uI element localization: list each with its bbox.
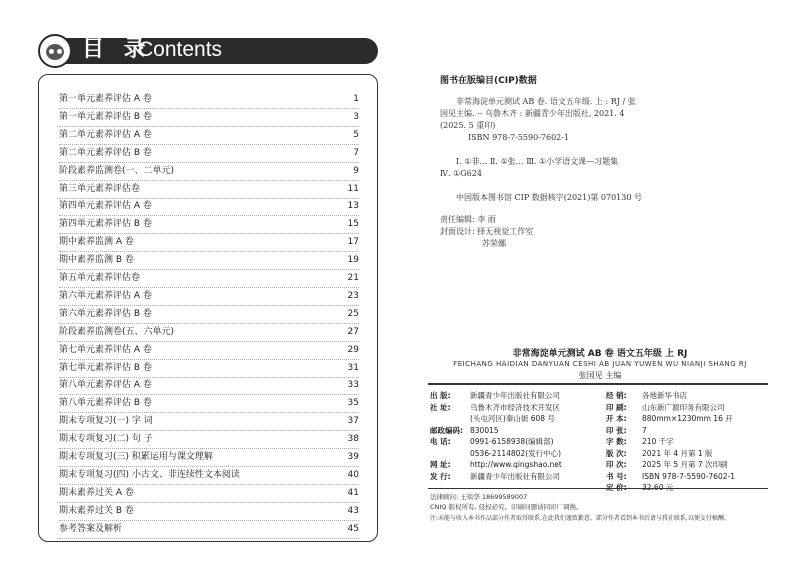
toc-page: 39 (347, 452, 359, 462)
info-value: 830015 (470, 425, 499, 435)
toc-row (59, 395, 359, 413)
info-label: 印 张: (606, 425, 627, 435)
toc-row (59, 252, 359, 270)
toc-page: 31 (347, 362, 359, 373)
toc-title: 期末素养过关 A 卷 (59, 487, 134, 498)
info-label: 经 销: (606, 391, 627, 400)
toc-title: 期末专项复习(二) 句 子 (59, 434, 153, 445)
toc-row (59, 181, 359, 199)
info-value: 7 (642, 425, 647, 435)
cip-line: Ⅳ. ①G624 (440, 169, 482, 178)
toc-row (59, 431, 359, 449)
toc-row (59, 234, 359, 252)
toc-page: 43 (347, 505, 359, 516)
toc-title: 第一单元素养评估 A 卷 (59, 94, 152, 104)
toc-row (59, 377, 359, 395)
copyright-notice: CNIQ 版权所有, 侵权必究。印刷问题请同印厂调换。 (430, 503, 583, 511)
info-value: 新疆青少年出版社有限公司 (470, 391, 560, 400)
toc-title: 第六单元素养评估 A 卷 (59, 290, 152, 301)
toc-title: 第四单元素养评估 A 卷 (59, 201, 152, 212)
toc-title: 第六单元素养评估 B 卷 (59, 308, 152, 319)
toc-page: 37 (347, 416, 359, 427)
design-credit (440, 226, 533, 237)
divider-top (428, 383, 768, 385)
info-label: 印 刷: (606, 402, 627, 412)
info-value: http://www.qingshao.net (470, 460, 562, 469)
info-value: (头屯河区)秦山街 608 号 (470, 414, 555, 423)
toc-page: 17 (347, 237, 359, 248)
toc-title: 期末专项复习(三) 积累运用与课文理解 (59, 452, 213, 462)
info-label: 网 址: (430, 460, 451, 469)
toc-title: 第七单元素养评估 B 卷 (59, 362, 152, 373)
info-label: 字 数: (606, 437, 627, 446)
toc-title: 第八单元素养评估 B 卷 (59, 398, 152, 409)
info-value: 210 千字 (642, 437, 674, 446)
info-label: 发 行: (430, 471, 451, 481)
info-value: 山东新广源印务有限公司 (642, 402, 725, 412)
toc-row (59, 145, 359, 163)
header-title: 目 录 (82, 37, 152, 62)
cip-line: Ⅰ. ①非… Ⅱ. ①张… Ⅲ. ①小学语文课—习题集 (456, 157, 619, 166)
toc-page: 15 (347, 219, 359, 230)
toc-row (59, 91, 359, 109)
toc-page: 45 (347, 523, 359, 534)
info-label: 书 号: (606, 471, 627, 481)
toc-row (59, 109, 359, 127)
toc-title: 期末专项复习(四) 小古文、非连续性文本阅读 (59, 469, 240, 480)
contents-header (38, 34, 378, 66)
toc-title: 第四单元素养评估 B 卷 (59, 219, 152, 230)
info-label: 开 本: (606, 414, 627, 423)
toc-title: 阶段素养监测卷(五、六单元) (59, 326, 175, 337)
info-label: 电 话: (430, 437, 451, 446)
toc-title: 期末专项复习(一) 字 词 (59, 416, 153, 427)
toc-page: 9 (353, 165, 359, 176)
cip-title: 图书在版编目(CIP)数据 (440, 76, 537, 86)
toc-title: 第七单元素养评估 A 卷 (59, 344, 152, 355)
book-title: 非常海淀单元测试 AB 卷 语文五年级 上 RJ (512, 349, 688, 359)
info-value: 0991-6158938(编辑部) (470, 437, 554, 446)
toc-page: 11 (347, 183, 359, 194)
toc-row (59, 503, 359, 521)
design-label: 封面设计: (440, 227, 475, 236)
info-value: 0536-2114802(发行中心) (470, 448, 562, 458)
toc-title: 第一单元素养评估 B 卷 (59, 111, 152, 122)
toc-page: 21 (347, 273, 359, 283)
info-value: 2025 年 5 月第 7 次印刷 (642, 460, 728, 469)
toc-page: 23 (347, 290, 359, 301)
toc-row (59, 163, 359, 181)
toc-page: 35 (347, 398, 359, 409)
toc-row (59, 216, 359, 234)
book-pinyin: FEICHANG HAIDIAN DANYUAN CESHI AB JUAN YUWEN WU NIANJI SHANG RJ (453, 360, 747, 368)
legal-counsel: 法律顾问: 王琰华 18699589007 (430, 493, 528, 501)
toc-title: 期中素养监测 A 卷 (59, 237, 134, 248)
toc-page: 40 (347, 469, 359, 480)
cip-line: ISBN 978-7-5590-7602-1 (468, 133, 570, 142)
toc-title: 阶段素养监测卷(一、二单元) (59, 165, 175, 176)
author-notice: 注:未能与收入本书作品部分作者取得联系,在此我们谨致歉意。部分作者看到本书后请与我社联系,以便支付稿酬。 (430, 515, 730, 522)
cip-line: 国见主编. -- 乌鲁木齐 : 新疆青少年出版社, 2021. 4 (440, 109, 625, 118)
toc-row (59, 270, 359, 288)
info-value: ISBN 978-7-5590-7602-1 (642, 471, 735, 481)
design-name: 择无视觉工作室 (477, 227, 534, 236)
toc-title: 第二单元素养评估 B 卷 (59, 147, 152, 158)
editor-credit (440, 214, 496, 225)
toc-page: 5 (353, 129, 359, 140)
toc-row (59, 198, 359, 216)
cip-line: 中国版本图书馆 CIP 数据核字(2021)第 070130 号 (456, 193, 642, 202)
toc-row (59, 342, 359, 360)
info-label: 社 址: (430, 402, 451, 412)
toc-page: 7 (353, 147, 359, 158)
mascot-icon (38, 34, 72, 68)
toc-title: 第二单元素养评估 A 卷 (59, 129, 152, 140)
toc-page: 27 (347, 326, 359, 337)
toc-page: 3 (353, 111, 359, 122)
toc-title: 第八单元素养评估 A 卷 (59, 380, 152, 391)
toc-page: 19 (347, 255, 359, 266)
toc-title: 期中素养监测 B 卷 (59, 255, 134, 266)
toc-title: 第三单元素养评估卷 (59, 183, 141, 194)
toc-row (59, 324, 359, 342)
book-author: 张国见 主编 (578, 371, 622, 380)
toc-row (59, 127, 359, 145)
info-label: 版 次: (606, 448, 627, 458)
info-value: 2021 年 4 月第 1 版 (642, 448, 713, 458)
toc-row (59, 485, 359, 503)
info-value: 新疆青少年出版社有限公司 (470, 471, 560, 481)
info-value: 各地新华书店 (642, 391, 687, 400)
editor-label: 责任编辑: (440, 215, 475, 224)
toc-title: 期末素养过关 B 卷 (59, 505, 134, 516)
toc-page: 1 (353, 94, 359, 104)
toc-title: 参考答案及解析 (59, 523, 123, 534)
toc-box (38, 74, 378, 542)
info-value: 880mm×1230mm 16 开 (642, 414, 733, 423)
editor-name: 李 雨 (477, 215, 496, 224)
cip-line: 非常海淀单元测试 AB 卷. 语文五年级. 上 : RJ / 张 (456, 97, 636, 106)
toc-row (59, 360, 359, 378)
toc-page: 41 (347, 487, 359, 498)
toc-row (59, 449, 359, 467)
toc-page: 38 (347, 434, 359, 445)
info-label: 印 次: (606, 460, 627, 469)
toc-row (59, 467, 359, 485)
toc-page: 29 (347, 344, 359, 355)
toc-row (59, 306, 359, 324)
toc-row (59, 521, 359, 539)
info-value: 乌鲁木齐市经济技术开发区 (470, 402, 560, 412)
divider-bottom (428, 488, 768, 489)
design-name-2: 苏荣娜 (482, 239, 506, 248)
header-subtitle: Contents (138, 38, 223, 61)
toc-page: 25 (347, 308, 359, 319)
toc-page: 33 (347, 380, 359, 391)
info-label: 出 版: (430, 391, 451, 400)
cip-line: (2025. 5 重印) (440, 121, 496, 130)
toc-title: 第五单元素养评估卷 (59, 273, 141, 283)
toc-row (59, 288, 359, 306)
toc-row (59, 413, 359, 431)
toc-page: 13 (347, 201, 359, 212)
info-label: 邮政编码: (430, 425, 463, 435)
